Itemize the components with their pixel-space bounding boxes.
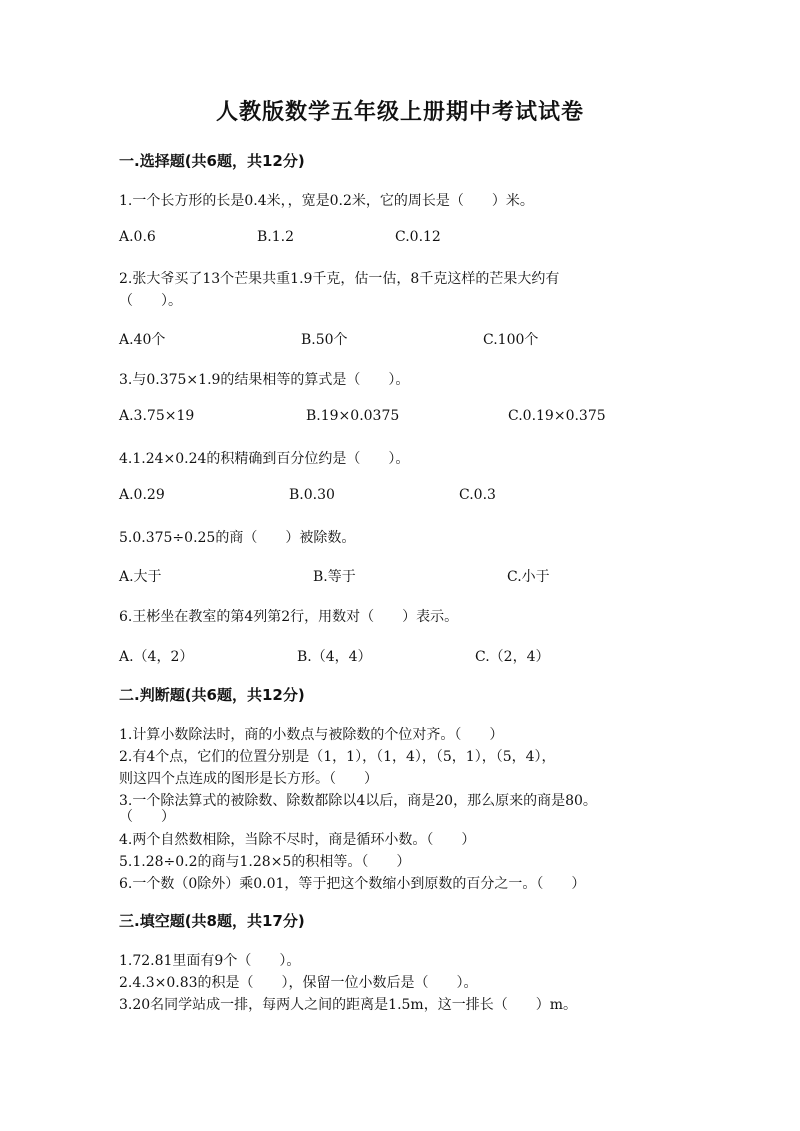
question-text: 1.一个长方形的长是0.4米，，宽是0.2米，它的周长是（ ）米。	[119, 193, 534, 209]
option-c: C.0.12	[395, 229, 441, 245]
judge-line: （ ）	[119, 809, 175, 825]
fill-line: 2.4.3×0.83的积是（ ），保留一位小数后是（ ）。	[119, 975, 478, 991]
option-a: A.大于	[119, 569, 162, 585]
option-b: B.0.30	[289, 487, 335, 503]
option-c: C.100个	[483, 332, 539, 348]
question-text-continued: （ ）。	[119, 293, 182, 309]
question-text: 4.1.24×0.24的积精确到百分位约是（ ）。	[119, 451, 410, 467]
section-heading-judge: 二.判断题(共6题，共12分)	[119, 686, 305, 704]
judge-line: 4.两个自然数相除，当除不尽时，商是循环小数。（ ）	[119, 832, 476, 848]
judge-line: 3.一个除法算式的被除数、除数都除以4以后，商是20，那么原来的商是80。	[119, 793, 597, 809]
judge-line: 1.计算小数除法时，商的小数点与被除数的个位对齐。（ ）	[119, 727, 504, 743]
fill-line: 3.20名同学站成一排，每两人之间的距离是1.5m，这一排长（ ）m。	[119, 997, 577, 1013]
option-c: C.（2，4）	[475, 649, 550, 665]
judge-line: 5.1.28÷0.2的商与1.28×5的积相等。（ ）	[119, 854, 411, 870]
option-b: B.50个	[301, 332, 348, 348]
option-a: A.3.75×19	[119, 408, 195, 424]
question-text: 6.王彬坐在教室的第4列第2行，用数对（ ）表示。	[119, 609, 459, 625]
question-text: 2.张大爷买了13个芒果共重1.9千克，估一估，8千克这样的芒果大约有	[119, 271, 560, 287]
option-a: A.（4，2）	[119, 649, 194, 665]
option-b: B.19×0.0375	[306, 408, 400, 424]
question-text: 5.0.375÷0.25的商（ ）被除数。	[119, 530, 356, 546]
judge-line: 2.有4个点，它们的位置分别是（1，1），（1，4），（5，1），（5，4），	[119, 749, 556, 765]
judge-line: 则这四个点连成的图形是长方形。（ ）	[119, 771, 378, 787]
option-a: A.0.29	[119, 487, 165, 503]
option-c: C.0.3	[459, 487, 496, 503]
judge-line: 6.一个数（0除外）乘0.01，等于把这个数缩小到原数的百分之一。（ ）	[119, 876, 586, 892]
option-b: B.等于	[313, 569, 356, 585]
question-text: 3.与0.375×1.9的结果相等的算式是（ ）。	[119, 372, 410, 388]
option-a: A.0.6	[119, 229, 156, 245]
option-c: C.0.19×0.375	[508, 408, 606, 424]
fill-line: 1.72.81里面有9个（ ）。	[119, 953, 301, 969]
section-heading-fill: 三.填空题(共8题，共17分)	[119, 912, 305, 930]
section-heading-choice: 一.选择题(共6题，共12分)	[119, 152, 305, 170]
option-b: B.1.2	[257, 229, 295, 245]
option-a: A.40个	[119, 332, 166, 348]
option-b: B.（4，4）	[297, 649, 372, 665]
option-c: C.小于	[507, 569, 550, 585]
page-title: 人教版数学五年级上册期中考试试卷	[215, 100, 584, 125]
